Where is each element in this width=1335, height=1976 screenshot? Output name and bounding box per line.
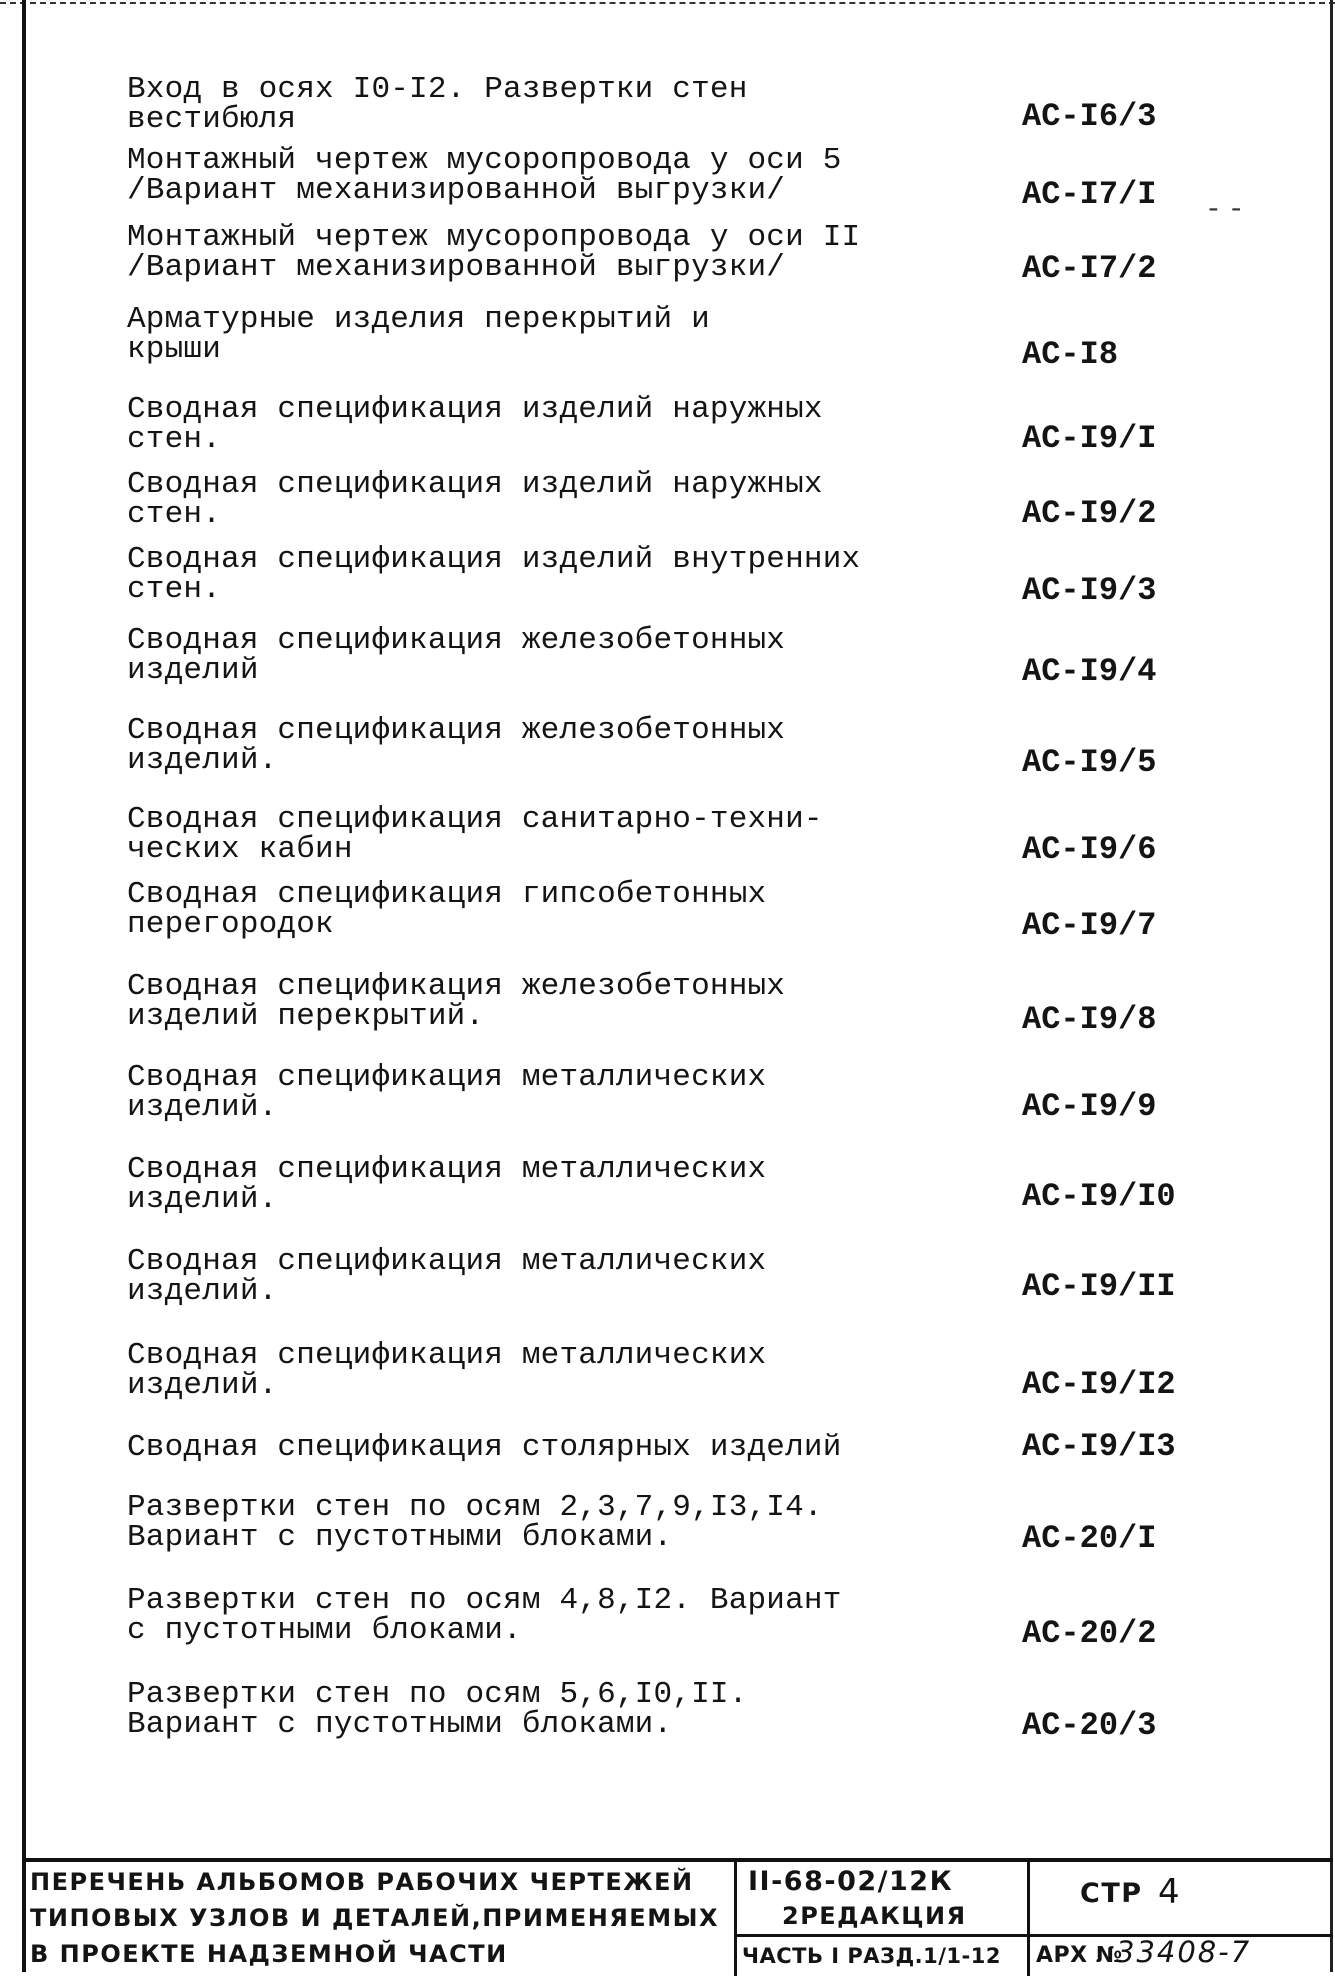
entry-title: Сводная спецификация изделий внутренних стен. <box>127 542 861 607</box>
entry-code: АС-I9/7 <box>1022 907 1157 944</box>
edition-label: 2РЕДАКЦИЯ <box>782 1902 967 1930</box>
entry-title: Сводная спецификация металлических изделий. <box>127 1338 767 1403</box>
page-label: СТР <box>1080 1878 1143 1909</box>
entry-title: Сводная спецификация гипсобетонных перегородок <box>127 877 767 942</box>
entry-title: Сводная спецификация железобетонных изделий <box>127 623 786 688</box>
page-number: 4 <box>1158 1872 1182 1912</box>
entry-code: АС-I6/3 <box>1022 98 1157 135</box>
title-block-divider <box>1027 1862 1030 1976</box>
margin-dash-mark: -- <box>1205 195 1251 226</box>
part-section: ЧАСТЬ I РАЗД.1/1-12 <box>742 1944 1001 1968</box>
entry-code: АС-I9/II <box>1022 1268 1176 1305</box>
entry-title: Сводная спецификация металлических изделий. <box>127 1060 767 1125</box>
entry-title: Сводная спецификация металлических изделий. <box>127 1244 767 1309</box>
entry-code: АС-I7/2 <box>1022 250 1157 287</box>
entry-code: АС-I8 <box>1022 336 1119 373</box>
entry-code: АС-I9/I2 <box>1022 1366 1176 1403</box>
entry-title: Сводная спецификация санитарно-техни- ческих кабин <box>127 802 823 867</box>
entry-code: АС-20/2 <box>1022 1615 1157 1652</box>
entry-code: АС-I9/6 <box>1022 831 1157 868</box>
entry-title: Монтажный чертеж мусоропровода у оси 5 /Вариант механизированной выгрузки/ <box>127 143 842 208</box>
document-name-line: В ПРОЕКТЕ НАДЗЕМНОЙ ЧАСТИ <box>30 1940 508 1968</box>
archive-label: АРХ № <box>1036 1943 1123 1968</box>
entry-title: Развертки стен по осям 4,8,I2. Вариант с пустотными блоками. <box>127 1583 842 1648</box>
entry-title: Сводная спецификация металлических изделий. <box>127 1152 767 1217</box>
document-name-line: ТИПОВЫХ УЗЛОВ И ДЕТАЛЕЙ,ПРИМЕНЯЕМЫХ <box>30 1904 719 1932</box>
entry-title: Сводная спецификация столярных изделий <box>127 1430 842 1465</box>
entry-code: АС-I9/9 <box>1022 1088 1157 1125</box>
entry-title: Сводная спецификация железобетонных изделий. <box>127 713 786 778</box>
entry-code: АС-20/I <box>1022 1520 1157 1557</box>
entry-code: АС-I9/3 <box>1022 572 1157 609</box>
entry-title: Сводная спецификация изделий наружных стен. <box>127 392 823 457</box>
entry-title: Развертки стен по осям 2,3,7,9,I3,I4. Вариант с пустотными блоками. <box>127 1490 823 1555</box>
title-block-divider <box>734 1934 1027 1937</box>
entry-title: Вход в осях I0-I2. Развертки стен вестибюля <box>127 72 748 137</box>
entry-code: АС-I9/I0 <box>1022 1178 1176 1215</box>
entry-code: АС-I9/5 <box>1022 744 1157 781</box>
series-number: II-68-02/12К <box>748 1866 954 1897</box>
entry-title: Сводная спецификация изделий наружных стен. <box>127 467 823 532</box>
entry-code: АС-I7/I <box>1022 176 1157 213</box>
entry-code: АС-I9/I <box>1022 420 1157 457</box>
title-block-divider <box>734 1862 737 1976</box>
entry-title: Сводная спецификация железобетонных изделий перекрытий. <box>127 969 786 1034</box>
entry-title: Монтажный чертеж мусоропровода у оси II /Вариант механизированной выгрузки/ <box>127 220 861 285</box>
document-name-line: ПЕРЕЧЕНЬ АЛЬБОМОВ РАБОЧИХ ЧЕРТЕЖЕЙ <box>30 1868 694 1896</box>
title-block <box>22 1858 1333 1976</box>
entry-title: Арматурные изделия перекрытий и крыши <box>127 302 710 367</box>
entry-code: АС-I9/8 <box>1022 1001 1157 1038</box>
entry-code: АС-20/3 <box>1022 1707 1157 1744</box>
archive-number: 33408-7 <box>1116 1935 1252 1969</box>
entry-code: АС-I9/I3 <box>1022 1428 1176 1465</box>
entry-code: АС-I9/2 <box>1022 495 1157 532</box>
entry-title: Развертки стен по осям 5,6,I0,II. Вариант с пустотными блоками. <box>127 1677 748 1742</box>
entry-code: АС-I9/4 <box>1022 653 1157 690</box>
